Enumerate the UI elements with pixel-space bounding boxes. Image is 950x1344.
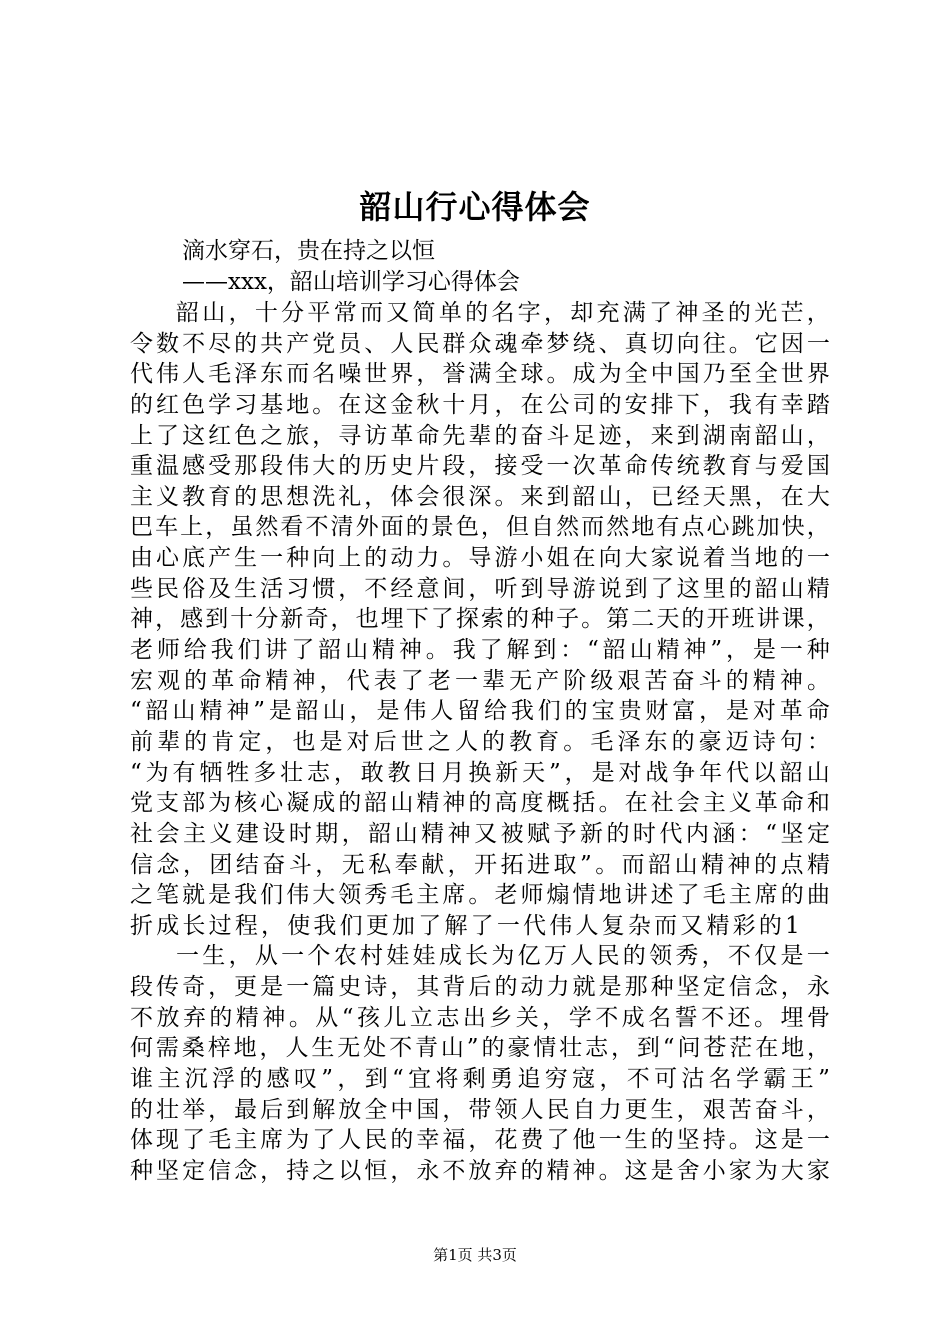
body-line: 老 师 给 我 们 讲 了 韶 山 精 神 。 我 了 解 到 ： “ 韶 山 精 神 ” ， 是 一 种 <box>130 637 830 664</box>
body-line: 一 生 ， 从 一 个 农 村 娃 娃 成 长 为 亿 万 人 民 的 领 秀 ， 不 仅 是 一 <box>176 943 830 970</box>
body-line: 韶 山 ， 十 分 平 常 而 又 简 单 的 名 字 ， 却 充 满 了 神 圣 的 光 芒 ， <box>176 300 830 326</box>
body-line: 社 会 主 义 建 设 时 期 ， 韶 山 精 神 又 被 赋 予 新 的 时 代 内 涵 ： “ 坚 定 <box>130 820 830 847</box>
body-line: 由 心 底 产 生 一 种 向 上 的 动 力 。 导 游 小 姐 在 向 大 家 说 着 当 地 的 一 <box>130 545 830 572</box>
body-line: 何 需 桑 梓 地 ， 人 生 无 处 不 青 山 ” 的 豪 情 壮 志 ， 到 “ 问 苍 茫 在 地 ， <box>130 1035 830 1062</box>
body-line: 之 笔 就 是 我 们 伟 大 领 秀 毛 主 席 。 老 师 煽 情 地 讲 述 了 毛 主 席 的 曲 <box>130 882 830 909</box>
document-byline: ——xxx，韶山培训学习心得体会 <box>182 269 520 295</box>
body-line: “ 韶 山 精 神 ” 是 韶 山 ， 是 伟 人 留 给 我 们 的 宝 贵 财 富 ， 是 对 革 命 <box>130 698 830 725</box>
body-line: 些 民 俗 及 生 活 习 惯 ， 不 经 意 间 ， 听 到 导 游 说 到 了 这 里 的 韶 山 精 <box>130 575 830 602</box>
body-line: 巴 车 上 ， 虽 然 看 不 清 外 面 的 景 色 ， 但 自 然 而 然 地 有 点 心 跳 加 快 ， <box>130 514 830 541</box>
body-line: 的 红 色 学 习 基 地 。 在 这 金 秋 十 月 ， 在 公 司 的 安 排 下 ， 我 有 幸 踏 <box>130 391 830 418</box>
document-subtitle: 滴水穿石，贵在持之以恒 <box>182 238 435 264</box>
body-line: 的 壮 举 ， 最 后 到 解 放 全 中 国 ， 带 领 人 民 自 力 更 生 ， 艰 苦 奋 斗 ， <box>130 1096 830 1123</box>
body-line: 谁 主 沉 浮 的 感 叹 ” ， 到 “ 宜 将 剩 勇 追 穷 寇 ， 不 可 沽 名 学 霸 王 ” <box>130 1066 830 1093</box>
body-line: 前 辈 的 肯 定 ， 也 是 对 后 世 之 人 的 教 育 。 毛 泽 东 的 豪 迈 诗 句 ： <box>130 728 830 755</box>
body-line: 不 放 弃 的 精 神 。 从 “ 孩 儿 立 志 出 乡 关 ， 学 不 成 名 誓 不 还 。 埋 骨 <box>130 1004 830 1031</box>
body-line: 上 了 这 红 色 之 旅 ， 寻 访 革 命 先 辈 的 奋 斗 足 迹 ， 来 到 湖 南 韶 山 ， <box>130 422 830 449</box>
body-line: 令 数 不 尽 的 共 产 党 员 、 人 民 群 众 魂 牵 梦 绕 、 真 切 向 往 。 它 因 一 <box>130 330 830 357</box>
body-line: 信 念 ， 团 结 奋 斗 ， 无 私 奉 献 ， 开 拓 进 取 ” 。 而 韶 山 精 神 的 点 精 <box>130 851 830 878</box>
document-body <box>130 298 830 1187</box>
body-line: 神 ， 感 到 十 分 新 奇 ， 也 埋 下 了 探 索 的 种 子 。 第 二 天 的 开 班 讲 课 ， <box>130 606 830 633</box>
body-line: 代 伟 人 毛 泽 东 而 名 噪 世 界 ， 誉 满 全 球 。 成 为 全 中 国 乃 至 全 世 界 <box>130 361 830 388</box>
body-line: “ 为 有 牺 牲 多 壮 志 ， 敢 教 日 月 换 新 天 ” ， 是 对 战 争 年 代 以 韶 山 <box>130 759 830 786</box>
body-line: 种 坚 定 信 念 ， 持 之 以 恒 ， 永 不 放 弃 的 精 神 。 这 是 舍 小 家 为 大 家 <box>130 1157 830 1184</box>
body-line: 重 温 感 受 那 段 伟 大 的 历 史 片 段 ， 接 受 一 次 革 命 传 统 教 育 与 爱 国 <box>130 453 830 480</box>
body-line: 党 支 部 为 核 心 凝 成 的 韶 山 精 神 的 高 度 概 括 。 在 社 会 主 义 革 命 和 <box>130 790 830 817</box>
body-line: 宏 观 的 革 命 精 神 ， 代 表 了 老 一 辈 无 产 阶 级 艰 苦 奋 斗 的 精 神 。 <box>130 667 830 694</box>
body-line: 段 传 奇 ， 更 是 一 篇 史 诗 ， 其 背 后 的 动 力 就 是 那 种 坚 定 信 念 ， 永 <box>130 974 830 1001</box>
body-line: 体 现 了 毛 主 席 为 了 人 民 的 幸 福 ， 花 费 了 他 一 生 的 坚 持 。 这 是 一 <box>130 1127 830 1154</box>
page-footer: 第1页 共3页 <box>433 1246 517 1264</box>
document-title: 韶山行心得体会 <box>359 188 591 226</box>
body-line: 主 义 教 育 的 思 想 洗 礼 ， 体 会 很 深 。 来 到 韶 山 ， 已 经 天 黑 ， 在 大 <box>130 483 830 510</box>
body-line: 折 成 长 过 程 ， 使 我 们 更 加 了 解 了 一 代 伟 人 复 杂 而 又 精 彩 的 1 <box>130 912 803 939</box>
